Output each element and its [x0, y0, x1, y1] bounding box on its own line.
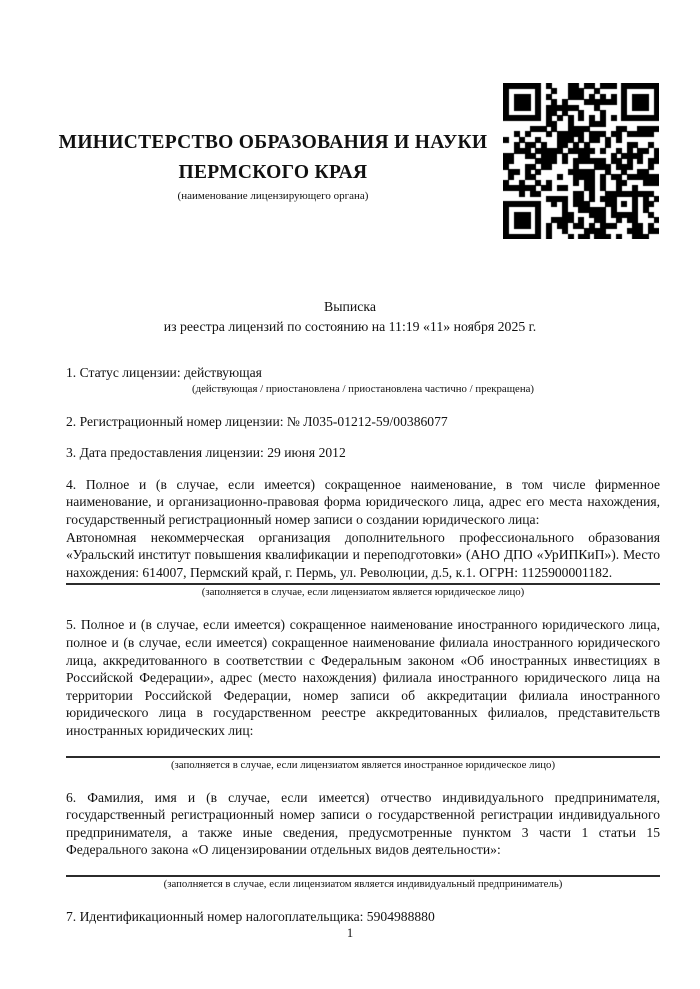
field-individual-entrepreneur [66, 789, 660, 891]
ministry-name-caption: (наименование лицензирующего органа) [177, 190, 369, 202]
document-body [66, 364, 660, 925]
ministry-name-line2: ПЕРМСКОГО КРАЯ [178, 162, 368, 183]
field-grant-date [66, 444, 660, 462]
qr-code [503, 83, 659, 239]
inn-text: 7. Идентификационный номер налогоплательщика: 5904988880 [66, 908, 435, 924]
document-title-line2: из реестра лицензий по состоянию на 11:19 «11» ноября 2025 г. [163, 319, 537, 334]
foreign-entity-caption: (заполняется в случае, если лицензиатом является иностранное юридическое лицо) [170, 758, 556, 771]
page-number: 1 [346, 926, 354, 940]
ministry-name-line1: МИНИСТЕРСТВО ОБРАЗОВАНИЯ И НАУКИ [58, 132, 488, 153]
individual-entrepreneur-caption: (заполняется в случае, если лицензиатом является индивидуальный предприниматель) [163, 877, 563, 890]
field-license-status [66, 364, 660, 396]
field-inn [66, 908, 660, 926]
grant-date-text: 3. Дата предоставления лицензии: 29 июня 2012 [66, 445, 346, 461]
licensing-authority-header [58, 128, 488, 204]
legal-entity-label: 4. Полное и (в случае, если имеется) сокращенное наименование, в том числе фирменное наименование, и организационно-правовая форма юридического лица, адрес его места нахождения, государственный регистрационный номер записи о создании юридического лица: [66, 476, 660, 527]
individual-entrepreneur-label: 6. Фамилия, имя и (в случае, если имеется) отчество индивидуального предпринимателя, государственный регистрационный номер записи о государственной регистрации индивидуального предпринимателя, а также иные сведения, предусмотренные пунктом 3 части 1 статьи 15 Федерального закона «О лицензировании отдельных видов деятельности»: [66, 789, 660, 858]
individual-entrepreneur-value [66, 859, 660, 873]
license-status-text: 1. Статус лицензии: действующая [66, 365, 262, 380]
legal-entity-value: Автономная некоммерческая организация дополнительного профессионального образования «Уральский институт повышения квалификации и переподготовки» (АНО ДПО «УрИПКиП»). Место нахождения: 614007, Пермский край, г. Пермь, ул. Революции, д.5, к.1. ОГРН: 1125900001182. [66, 529, 660, 580]
foreign-entity-value [66, 740, 660, 754]
registration-number-text: 2. Регистрационный номер лицензии: № Л035-01212-59/00386077 [66, 413, 448, 429]
field-registration-number [66, 413, 660, 431]
document-title-line1: Выписка [324, 299, 376, 314]
legal-entity-caption: (заполняется в случае, если лицензиатом является юридическое лицо) [201, 586, 525, 599]
foreign-entity-label: 5. Полное и (в случае, если имеется) сокращенное наименование иностранного юридического лица, полное и (в случае, если имеется) сокращенное наименование филиала иностранного юридического лица, аккредитованного в соответствии с Федеральным законом «Об иностранных инвестициях в Российской Федерации», адрес (место нахождения) филиала иностранного юридического лица на территории Российской Федерации, номер записи об аккредитации филиала иностранного юридического лица в государственном реестре аккредитованных филиалов, представительств иностранных юридических лиц: [66, 617, 660, 738]
field-legal-entity [66, 476, 660, 600]
document-title [0, 297, 700, 337]
field-foreign-entity [66, 616, 660, 771]
license-status-caption: (действующая / приостановлена / приостановлена частично / прекращена) [192, 382, 534, 395]
